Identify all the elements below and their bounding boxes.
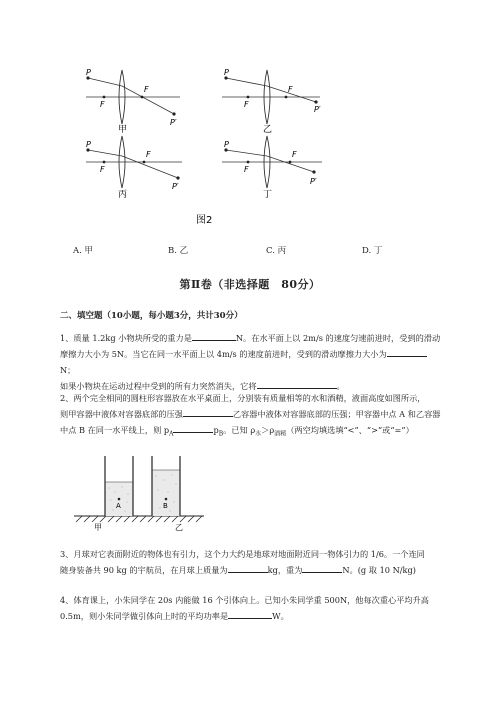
q2-text: 则甲容器中液体对容器底部的压强 [60,409,183,419]
question-4: 4、体育课上，小朱同学在 20s 内能做 16 个引体向上。已知小朱同学重 500N，他每次重心平均升高 0.5m，则小朱同学做引体向上时的平均功率是 W。 [60,592,442,624]
focus-label: F [100,165,105,174]
panel-name: 甲 [118,125,128,135]
q2-blank-1[interactable] [183,407,233,417]
q1-text: 1、质量 1.2kg 小物块所受的重力是 [60,333,192,343]
figure-caption: 图2 [196,215,213,226]
focus-label: F [288,85,293,94]
q1-text: N。在水平面上以 2m/s 的速度匀速前进时，受到的滑动 [235,333,441,343]
focus-label: F [144,85,149,94]
focus-label: F [100,100,105,109]
lens-panel-yi [222,68,321,135]
point-b-label: B [163,502,168,510]
question-3: 3、月球对它表面附近的物体也有引力，这个力大约是地球对地面附近同一物体引力的 1/6。一个连同 随身装备共 90 kg 的宇航员，在月球上质量为 kg，重为 N。(g 取 10 N/kg) [60,546,442,578]
choice-d[interactable]: D. 丁 [362,246,383,256]
q4-text: 0.5m，则小朱同学做引体向上时的平均功率是 [60,611,229,621]
q3-text: 3、月球对它表面附近的物体也有引力，这个力大约是地球对地面附近同一物体引力的 1/6。一个连同 [60,549,425,559]
image-point-label: P′ [314,105,321,114]
panel-name: 丁 [263,190,273,200]
lens-panel-jia [86,68,180,135]
q3-text: 随身装备共 90 kg 的宇航员，在月球上质量为 [60,565,228,575]
section-subtitle: 二、填空题（10小题，每小题3分，共计30分） [60,311,243,321]
focus-label: F [292,150,297,159]
q1-text: 如果小物块在运动过程中受到的所有力突然消失，它将 [60,381,257,391]
q1-text: N； [60,365,76,375]
image-point-label: P′ [170,118,177,127]
container-left-label: 甲 [94,523,102,532]
focus-label: F [244,100,249,109]
q4-blank-1[interactable] [228,609,272,619]
focus-label: F [244,165,249,174]
q1-text: 摩擦力大小为 5N。当它在同一水平面上以 4m/s 的速度前进时，受到的滑动摩擦力大小为 [60,349,387,359]
image-point-label: P′ [310,177,317,186]
question-2: 2、两个完全相同的圆柱形容器放在水平桌面上，分别装有质量相等的水和酒精，液面高度如图所示， 则甲容器中液体对容器底部的压强 乙容器中液体对容器底部的压强；甲容器中点 A 和乙容器 中点 B 在同一水平线上，则 $p_A$ $p_B$。已知 $\rho_水>\rho_{酒精}$（两空均填选填“<”、“>”或“=”） [60,390,442,443]
q1-blank-3[interactable] [257,379,337,389]
q2-text: 中点 B 在同一水平线上，则 p [60,425,170,435]
q1-blank-1[interactable] [192,331,236,341]
q3-blank-1[interactable] [228,563,268,573]
lens-panel-bing [86,136,182,200]
focus-label: F [146,150,151,159]
container-right-label: 乙 [175,523,183,532]
lens-panel-ding [222,136,322,200]
image-point-label: P′ [172,182,179,191]
point-p-label: P [224,68,229,77]
point-a-label: A [116,502,121,510]
point-p-label: P [86,140,91,149]
q1-text: 。 [336,381,345,391]
question-1 [60,330,442,394]
lens-figure-2 [60,60,440,232]
choice-a[interactable]: A. 甲 [73,246,94,256]
q1-blank-2[interactable] [387,347,427,357]
section-title: 第Ⅱ卷（非选择题 80分） [179,278,321,291]
panel-name: 乙 [263,125,273,135]
container-figure [72,450,212,532]
q2-text: 2、两个完全相同的圆柱形容器放在水平桌面上，分别装有质量相等的水和酒精，液面高度如图所示， [60,393,426,403]
point-p-label: P [224,140,229,149]
point-p-label: P [86,68,91,77]
q4-text: 4、体育课上，小朱同学在 20s 内能做 16 个引体向上。已知小朱同学重 500N，他每次重心平均升高 [60,595,429,605]
choice-c[interactable]: C. 丙 [266,246,287,256]
panel-name: 丙 [118,190,128,200]
q2-blank-2[interactable] [173,423,213,433]
choice-b[interactable]: B. 乙 [168,246,189,256]
q3-blank-2[interactable] [302,563,342,573]
q2-text: 乙容器中液体对容器底部的压强；甲容器中点 A 和乙容器 [232,409,441,419]
